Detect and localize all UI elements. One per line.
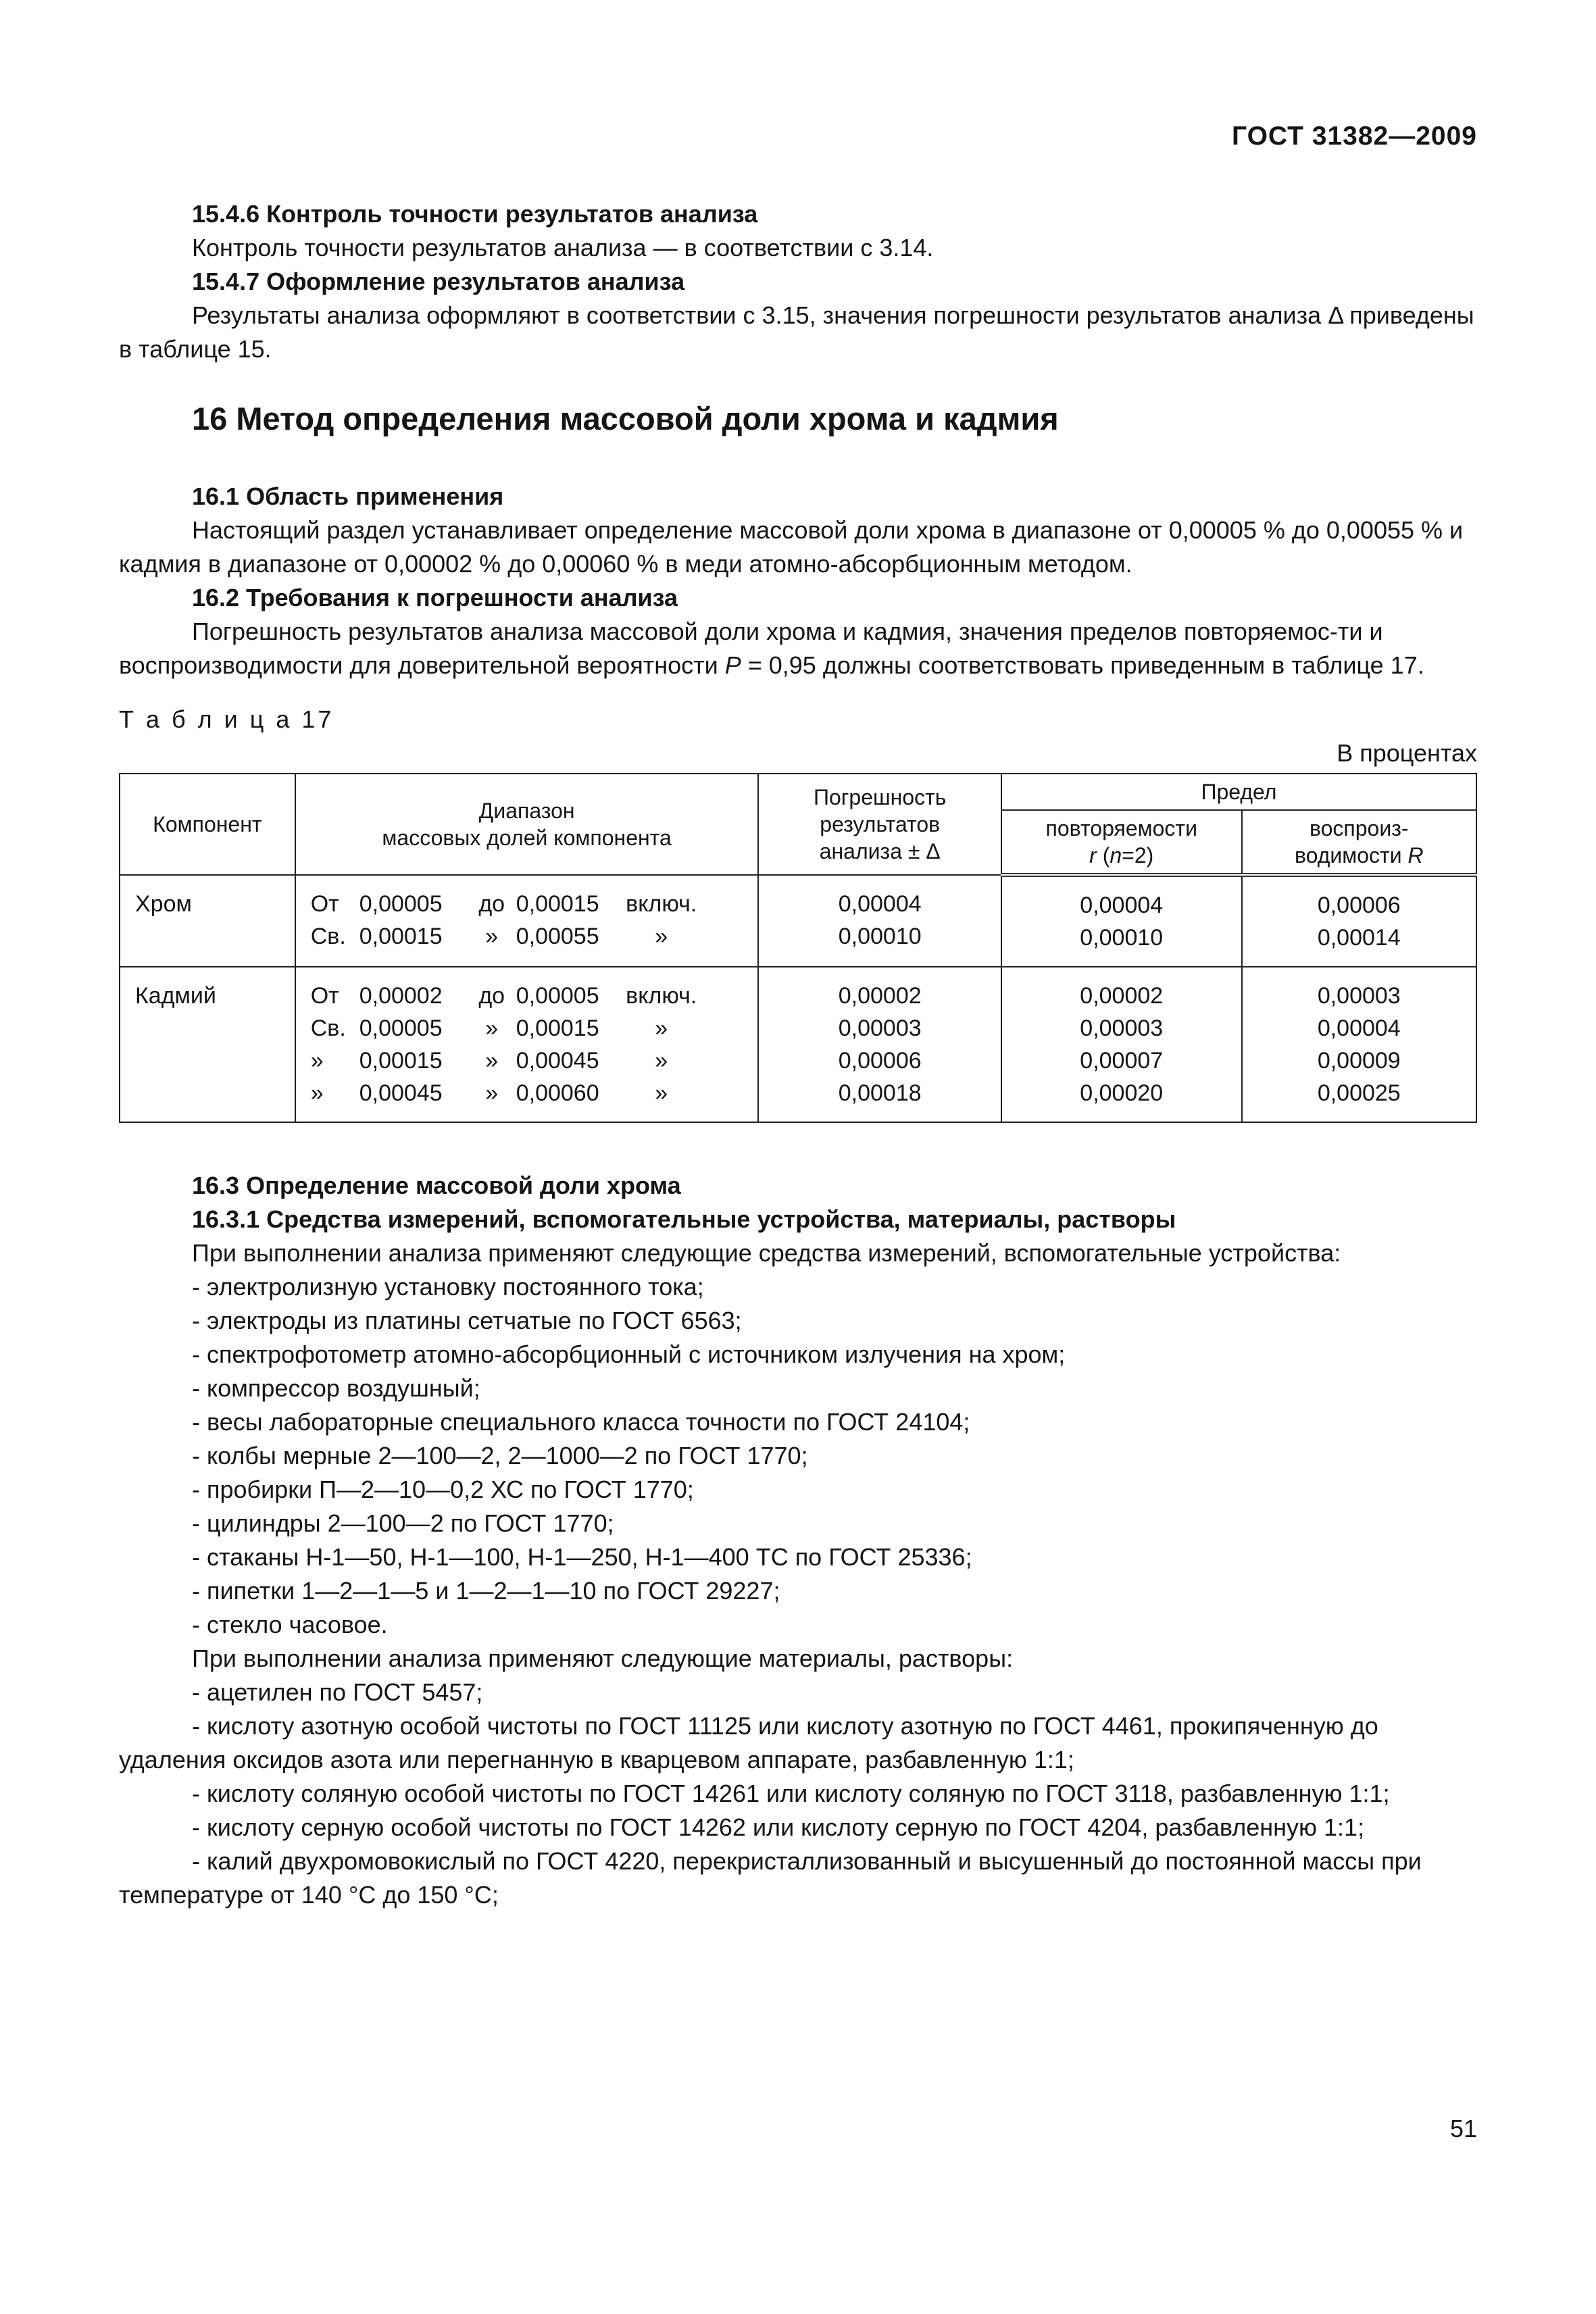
value: 0,00004 [1317,1015,1401,1041]
range-hi: 0,00055 [516,924,599,949]
value: 0,00004 [1080,892,1164,918]
error-cell [758,875,1001,967]
table-unit: В процентах [1337,739,1477,767]
range-p: » [310,1048,324,1074]
value: 0,00002 [1080,983,1164,1009]
table-caption: Т а б л и ц а 17 [119,705,334,733]
header-range: Диапазон массовых долей компонента [295,774,759,875]
paragraph-16-1: Настоящий раздел устанавливает определение массовой доли хрома в диапазоне от 0,00005 % до 0,00055 % и кадмия в диапазоне от 0,00002 % до 0,00060 % в меди атомно-абсорбционным методом. [119,516,1464,578]
range-line [311,1012,743,1045]
component-cell: Кадмий [120,967,295,1122]
list-item: - пипетки 1—2—1—5 и 1—2—1—10 по ГОСТ 29227; [192,1577,780,1605]
range-m: » [485,1080,499,1106]
reproducibility-cell [1242,967,1476,1122]
header-error: Погрешность результатов анализа ± Δ [758,774,1001,875]
value: 0,00010 [1080,925,1164,951]
list-item: - кислоту серную особой чистоты по ГОСТ 14262 или кислоту серную по ГОСТ 4204, разбавленную 1:1; [192,1813,1365,1841]
paragraph-15-4-7: Результаты анализа оформляют в соответствии с 3.15, значения погрешности результатов анализа Δ приведены в таблице 15. [119,301,1474,363]
list-item: - компрессор воздушный; [192,1374,480,1402]
page-number: 51 [1449,2115,1477,2142]
value: 0,00009 [1317,1048,1401,1074]
range-m: » [485,1015,499,1041]
range-hi: 0,00060 [516,1080,599,1106]
page-content [119,197,1477,1912]
value: 0,00002 [838,983,922,1009]
header-reproducibility: воспроиз- водимости R [1242,810,1476,875]
range-p: Св. [310,1015,346,1041]
list-item: - стекло часовое. [192,1611,388,1638]
section-16-3 [119,1169,1477,1912]
range-p: От [310,983,339,1009]
range-s: » [655,924,668,949]
paragraph-15-4-6: Контроль точности результатов анализа — в соответствии с 3.14. [192,234,934,261]
component-cell: Хром [120,875,295,967]
repeatability-cell [1001,875,1242,967]
section-16-heading: 16 Метод определения массовой доли хрома и кадмия [192,401,1059,436]
range-s: » [655,1080,668,1106]
table-row [120,967,1476,1122]
range-lo: 0,00005 [359,891,443,917]
value: 0,00006 [838,1048,922,1074]
standard-number: ГОСТ 31382—2009 [1232,122,1477,151]
range-m: до [478,983,505,1009]
error-cell [758,967,1001,1122]
value: 0,00014 [1317,925,1401,951]
table-17 [119,773,1477,1123]
paragraph-16-2 [119,615,1477,682]
equipment-intro: При выполнении анализа применяют следующие средства измерений, вспомогательные устройства: [192,1239,1341,1267]
range-s: » [655,1015,668,1041]
range-lo: 0,00005 [359,1015,443,1041]
heading-16-2: 16.2 Требования к погрешности анализа [192,584,678,611]
range-m: » [485,924,499,949]
probability-symbol: P [724,651,741,679]
value: 0,00003 [1317,983,1401,1009]
materials-list [119,1676,1477,1912]
value: 0,00003 [838,1015,922,1041]
value: 0,00025 [1317,1080,1401,1106]
table-body [120,875,1476,1122]
range-cell [295,875,759,967]
heading-15-4-6: 15.4.6 Контроль точности результатов анализа [192,200,758,228]
list-item: - цилиндры 2—100—2 по ГОСТ 1770; [192,1509,614,1537]
list-item: - калий двухромовокислый по ГОСТ 4220, перекристаллизованный и высушенный до постоянной массы при температуре от 140 °С до 150 °С; [119,1847,1422,1909]
range-m: до [478,891,505,917]
range-hi: 0,00015 [516,1015,599,1041]
list-item: - спектрофотометр атомно-абсорбционный с источником излучения на хром; [192,1340,1066,1368]
range-s: включ. [626,891,697,917]
range-lo: 0,00045 [359,1080,443,1106]
range-hi: 0,00015 [516,891,599,917]
equipment-list [119,1270,1477,1642]
range-p: » [310,1080,324,1106]
list-item: - кислоту соляную особой чистоты по ГОСТ 14261 или кислоту соляную по ГОСТ 3118, разбавленную 1:1; [192,1780,1390,1807]
list-item: - кислоту азотную особой чистоты по ГОСТ 11125 или кислоту азотную по ГОСТ 4461, прокипяченную до удаления оксидов азота или перегнанную в кварцевом аппарате, разбавленную 1:1; [119,1712,1378,1774]
list-item: - электроды из платины сетчатые по ГОСТ 6563; [192,1307,742,1334]
range-hi: 0,00005 [516,983,599,1009]
range-line [311,1045,743,1077]
paragraph-16-2-part-b: = 0,95 должны соответствовать приведенным в таблице 17. [741,651,1424,679]
range-p: От [310,891,339,917]
materials-intro: При выполнении анализа применяют следующие материалы, растворы: [192,1644,1014,1672]
list-item: - колбы мерные 2—100—2, 2—1000—2 по ГОСТ 1770; [192,1442,808,1469]
range-s: включ. [626,983,697,1009]
list-item: - ацетилен по ГОСТ 5457; [192,1678,483,1706]
header-repeatability: повторяемости r (n=2) [1001,810,1242,875]
value: 0,00004 [838,891,922,917]
heading-16-3: 16.3 Определение массовой доли хрома [192,1172,681,1199]
range-line [311,920,743,953]
list-item: - пробирки П—2—10—0,2 ХС по ГОСТ 1770; [192,1476,694,1503]
range-lo: 0,00002 [359,983,443,1009]
range-lo: 0,00015 [359,1048,443,1074]
value: 0,00018 [838,1080,922,1106]
value: 0,00003 [1080,1015,1164,1041]
value: 0,00006 [1317,892,1401,918]
list-item: - весы лабораторные специального класса точности по ГОСТ 24104; [192,1408,970,1436]
heading-16-3-1: 16.3.1 Средства измерений, вспомогательные устройства, материалы, растворы [192,1205,1176,1233]
range-s: » [655,1048,668,1074]
header-limit: Предел [1001,774,1476,810]
header-component: Компонент [120,774,295,875]
repeatability-cell [1001,967,1242,1122]
range-line [311,980,743,1012]
range-hi: 0,00045 [516,1048,599,1074]
range-lo: 0,00015 [359,924,443,949]
list-item: - стаканы Н-1—50, Н-1—100, Н-1—250, Н-1—400 ТС по ГОСТ 25336; [192,1543,972,1571]
value: 0,00007 [1080,1048,1164,1074]
paragraph-16-2-part-a: Погрешность результатов анализа массовой доли хрома и кадмия, значения пределов повторяемос-ти и воспроизводимости для доверительной вероятности [119,618,1383,679]
range-line [311,888,743,920]
value: 0,00010 [838,924,922,949]
reproducibility-cell [1242,875,1476,967]
value: 0,00020 [1080,1080,1164,1106]
range-p: Св. [310,924,346,949]
range-line [311,1077,743,1109]
heading-16-1: 16.1 Область применения [192,482,504,510]
range-m: » [485,1048,499,1074]
list-item: - электролизную установку постоянного тока; [192,1273,704,1301]
range-cell [295,967,759,1122]
table-row [120,875,1476,967]
heading-15-4-7: 15.4.7 Оформление результатов анализа [192,268,685,295]
